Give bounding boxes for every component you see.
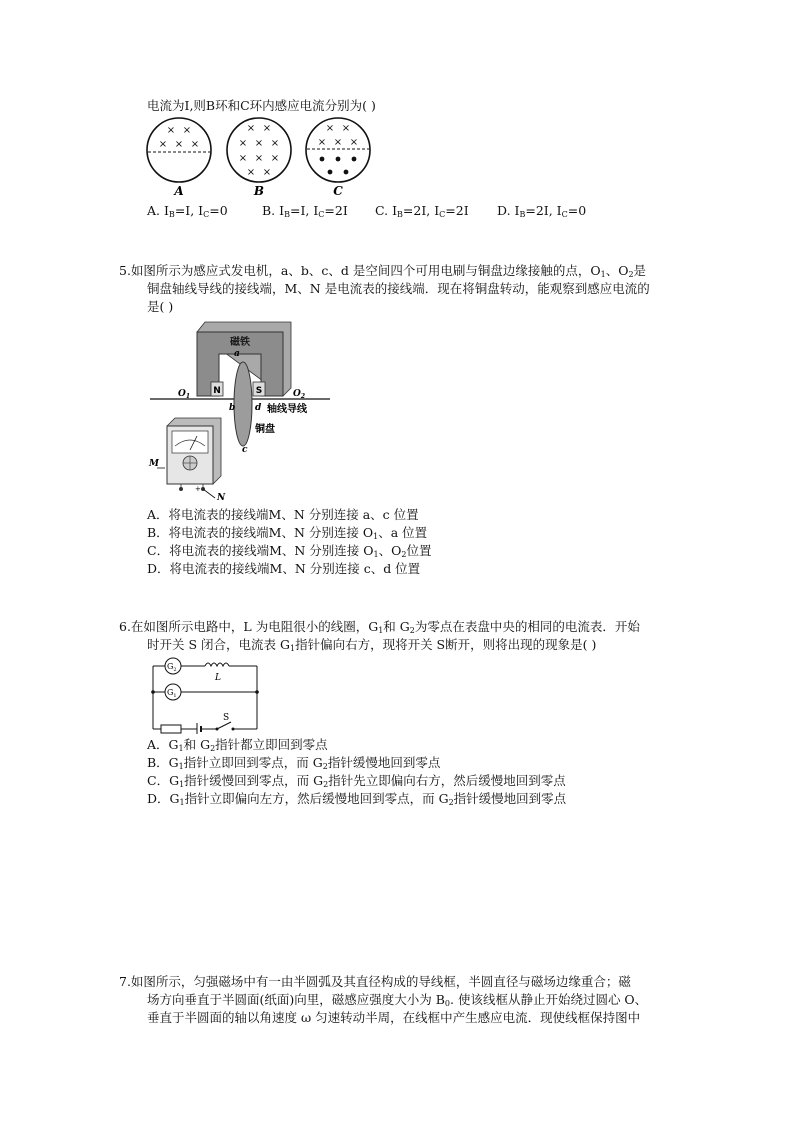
svg-text:×: × [182, 125, 192, 136]
svg-text:×: × [254, 138, 264, 149]
switch-label: S [223, 713, 230, 723]
q5-option-a[interactable]: A．将电流表的接线端M、N 分别连接 a、c 位置 [147, 507, 419, 522]
q7-stem-line1: 7.如图所示，匀强磁场中有一由半圆弧及其直径构成的导线框，半圆直径与磁场边缘重合；磁 [119, 974, 631, 989]
q5-stem-line2: 铜盘轴线导线的接线端，M、N 是电流表的接线端．现在将铜盘转动，能观察到感应电流的 [147, 281, 650, 296]
terminal-n: N [217, 493, 226, 503]
q6-option-a[interactable]: A．$G_1$和 $G_2$指针都立即回到零点 [147, 737, 328, 753]
svg-text:+: + [195, 485, 201, 493]
magnet-label: 磁铁 [230, 337, 250, 348]
q4-option-a[interactable]: A. $I_B=I$, $I_C=0$ [147, 203, 228, 219]
magnet-pole-s: S [255, 386, 263, 396]
q6-option-c[interactable]: C．$G_1$指针缓慢回到零点，而 $G_2$指针先立即偏向右方，然后缓慢地回到零点 [147, 773, 566, 789]
g2-label: $G_2$ [167, 662, 177, 673]
q4-stem-tail: 电流为I,则B环和C环内感应电流分别为( ) [147, 98, 376, 113]
inductor-label: L [215, 673, 221, 683]
q5-generator-figure [145, 318, 330, 503]
q7-stem-line3: 垂直于半圆面的轴以角速度 ω 匀速转动半周，在线框中产生感应电流．现使线框保持图中 [147, 1010, 641, 1025]
q6-circuit-figure [145, 654, 265, 734]
svg-text:×: × [341, 123, 351, 134]
q6-stem-line2: 时开关 S 闭合，电流表 $G_1$指针偏向右方，现将开关 S断开，则将出现的现象是( ) [147, 637, 597, 653]
q4-option-b[interactable]: B. $I_B=I$, $I_C=2I$ [262, 203, 348, 219]
svg-text:×: × [254, 153, 264, 164]
ring-label-b: B [253, 184, 265, 198]
svg-text:×: × [166, 125, 176, 136]
svg-text:×: × [190, 139, 200, 150]
q5-option-d[interactable]: D．将电流表的接线端M、N 分别连接 c、d 位置 [147, 561, 421, 576]
ring-a [147, 118, 211, 182]
terminal-o2: $O_2$ [293, 389, 306, 400]
axis-wire-label: 轴线导线 [267, 404, 307, 415]
svg-text:×: × [317, 137, 327, 148]
q5-stem-line1: 5.如图所示为感应式发电机，a、b、c、d 是空间四个可用电刷与铜盘边缘接触的点，$O_1$、$O_2$是 [119, 263, 647, 279]
q5-option-b[interactable]: B．将电流表的接线端M、N 分别连接 $O_1$、a 位置 [147, 525, 428, 541]
magnet-pole-n: N [213, 386, 221, 396]
q5-option-c[interactable]: C．将电流表的接线端M、N 分别连接 $O_1$、$O_2$位置 [147, 543, 432, 559]
q6-option-d[interactable]: D．$G_1$指针立即偏向左方，然后缓慢地回到零点，而 $G_2$指针缓慢地回到零点 [147, 791, 567, 807]
svg-text:×: × [246, 123, 256, 134]
point-d: d [255, 403, 262, 413]
svg-text:×: × [325, 123, 335, 134]
svg-text:×: × [349, 137, 359, 148]
q4-option-c[interactable]: C. $I_B=2I$, $I_C=2I$ [375, 203, 469, 219]
svg-text:×: × [262, 167, 272, 178]
svg-text:×: × [158, 139, 168, 150]
q4-option-d[interactable]: D. $I_B=2I$, $I_C=0$ [497, 203, 587, 219]
svg-text:×: × [270, 153, 280, 164]
q6-stem-line1: 6.在如图所示电路中，L 为电阻很小的线圈，$G_1$和 $G_2$为零点在表盘中央的相同的电流表．开始 [119, 619, 640, 635]
ring-b [227, 118, 291, 182]
svg-text:×: × [246, 167, 256, 178]
ring-c [306, 118, 370, 182]
q5-stem-line3: 是( ) [147, 299, 174, 314]
ammeter [167, 418, 221, 493]
point-b: b [229, 403, 236, 413]
svg-text:×: × [262, 123, 272, 134]
g1-label: $G_1$ [167, 688, 177, 699]
q4-rings-figure [145, 115, 375, 200]
terminal-m: M [149, 459, 159, 469]
terminal-o1: $O_1$ [178, 389, 191, 400]
ring-label-a: A [174, 184, 184, 198]
q7-stem-line2: 场方向垂直于半圆面(纸面)向里，磁感应强度大小为 $B_0$. 使该线框从静止开始绕过圆心 O、 [147, 992, 648, 1008]
svg-text:×: × [238, 153, 248, 164]
point-a: a [234, 349, 240, 359]
ring-label-c: C [333, 184, 343, 198]
svg-text:×: × [174, 139, 184, 150]
q6-option-b[interactable]: B．$G_1$指针立即回到零点，而 $G_2$指针缓慢地回到零点 [147, 755, 441, 771]
copper-disk [234, 362, 252, 446]
point-c: c [242, 445, 248, 455]
svg-text:×: × [333, 137, 343, 148]
svg-text:×: × [270, 138, 280, 149]
copper-disk-label: 铜盘 [255, 424, 275, 435]
svg-text:×: × [238, 138, 248, 149]
